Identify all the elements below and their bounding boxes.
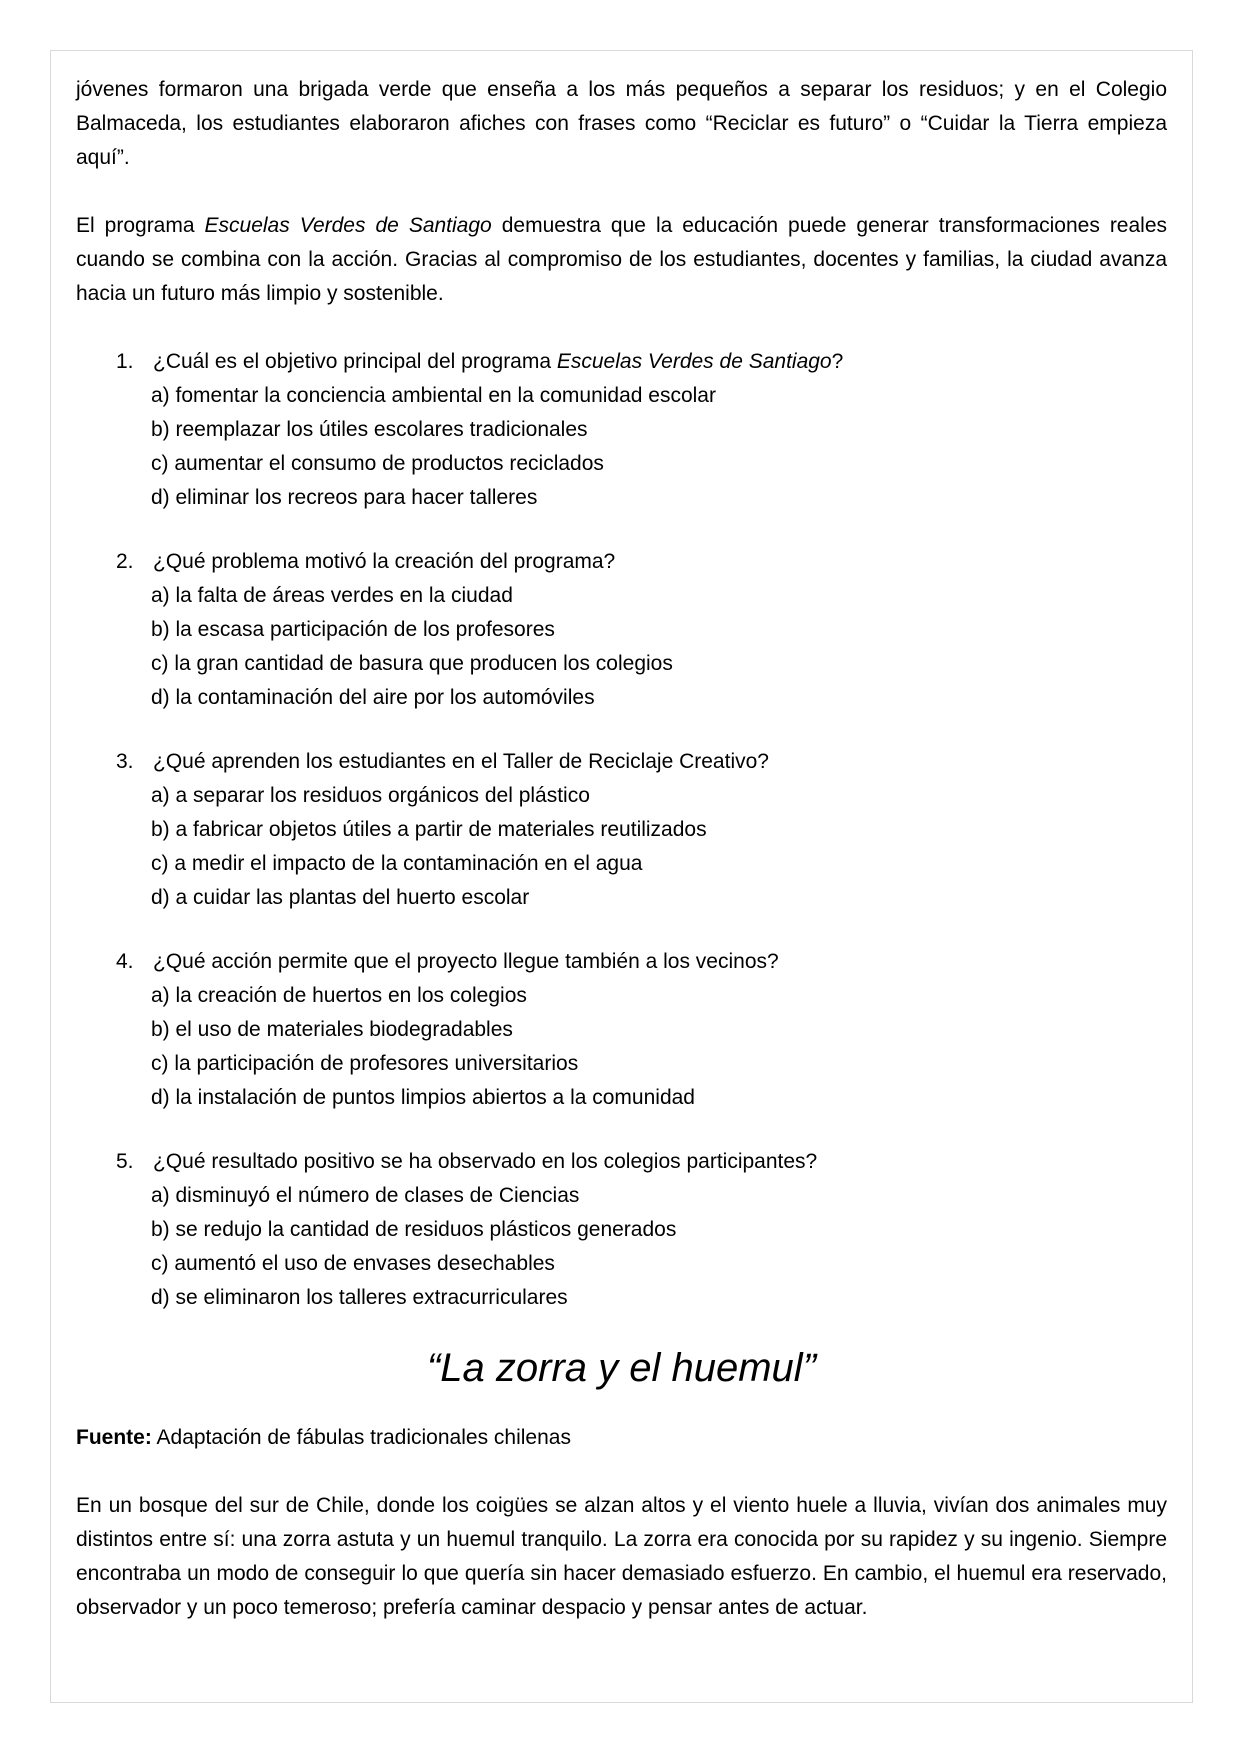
question-3-option-b: b) a fabricar objetos útiles a partir de materiales reutilizados	[151, 818, 707, 841]
question-2-options	[151, 579, 1167, 715]
question-5-text	[153, 1150, 817, 1173]
question-4-option-a: a) la creación de huertos en los colegios	[151, 984, 527, 1007]
question-1	[76, 345, 1167, 515]
question-4-line	[76, 945, 1167, 979]
question-2-option-d: d) la contaminación del aire por los automóviles	[151, 686, 595, 709]
question-4-option-c: c) la participación de profesores universitarios	[151, 1052, 579, 1075]
story-title: “La zorra y el huemul”	[426, 1346, 817, 1390]
question-3-number: 3.	[116, 750, 134, 773]
question-3-option-c: c) a medir el impacto de la contaminación en el agua	[151, 852, 643, 875]
program-summary-text-post: demuestra que la educación puede generar transformaciones reales cuando se combina con la acción. Gracias al compromiso de los estudiantes, docentes y familias, la ciudad avanza hacia un futuro más limpio y sostenible.	[76, 214, 1168, 305]
question-3-option-a: a) a separar los residuos orgánicos del plástico	[151, 784, 590, 807]
question-3-text-pre: ¿Qué aprenden los estudiantes en el Taller de Reciclaje Creativo?	[153, 750, 769, 773]
source-text: Adaptación de fábulas tradicionales chilenas	[151, 1426, 571, 1449]
question-4-option-d: d) la instalación de puntos limpios abiertos a la comunidad	[151, 1086, 695, 1109]
question-5-number: 5.	[116, 1150, 134, 1173]
question-1-text-post: ?	[831, 350, 844, 373]
question-3-option-d: d) a cuidar las plantas del huerto escolar	[151, 886, 530, 909]
question-4-text	[153, 950, 779, 973]
question-1-options	[151, 379, 1167, 515]
question-1-text-pre: ¿Cuál es el objetivo principal del programa	[153, 350, 557, 373]
question-5-option-d: d) se eliminaron los talleres extracurriculares	[151, 1286, 568, 1309]
question-4	[76, 945, 1167, 1115]
source-label: Fuente:	[76, 1426, 152, 1449]
source-line	[76, 1421, 1167, 1455]
question-2-option-b: b) la escasa participación de los profesores	[151, 618, 555, 641]
question-5-option-b: b) se redujo la cantidad de residuos plásticos generados	[151, 1218, 677, 1241]
question-5-option-a: a) disminuyó el número de clases de Ciencias	[151, 1184, 580, 1207]
question-5	[76, 1145, 1167, 1315]
question-1-text-italic: Escuelas Verdes de Santiago	[556, 350, 832, 373]
question-1-option-a: a) fomentar la conciencia ambiental en la comunidad escolar	[151, 384, 716, 407]
question-3-line	[76, 745, 1167, 779]
question-1-option-d: d) eliminar los recreos para hacer talleres	[151, 486, 538, 509]
question-3	[76, 745, 1167, 915]
question-2-option-c: c) la gran cantidad de basura que producen los colegios	[151, 652, 673, 675]
story-paragraph: En un bosque del sur de Chile, donde los coigües se alzan altos y el viento huele a lluvia, vivían dos animales muy distintos entre sí: una zorra astuta y un huemul tranquilo. La zorra era conocida por su rapidez y su ingenio. Siempre encontraba un modo de conseguir lo que quería sin hacer demasiado esfuerzo. En cambio, el huemul era reservado, observador y un poco temeroso; prefería caminar despacio y pensar antes de actuar.	[76, 1494, 1167, 1619]
question-1-line	[76, 345, 1167, 379]
program-summary-text-pre: El programa	[76, 214, 205, 237]
question-4-number: 4.	[116, 950, 134, 973]
question-1-option-b: b) reemplazar los útiles escolares tradicionales	[151, 418, 588, 441]
question-2	[76, 545, 1167, 715]
intro-continuation-paragraph: jóvenes formaron una brigada verde que enseña a los más pequeños a separar los residuos; y en el Colegio Balmaceda, los estudiantes elaboraron afiches con frases como “Reciclar es futuro” o “Cuidar la Tierra empieza aquí”.	[76, 78, 1167, 169]
question-5-options	[151, 1179, 1167, 1315]
document-page	[50, 50, 1193, 1703]
question-1-text	[153, 350, 843, 373]
question-2-text	[153, 550, 615, 573]
question-4-options	[151, 979, 1167, 1115]
question-1-option-c: c) aumentar el consumo de productos reciclados	[151, 452, 604, 475]
question-3-text	[153, 750, 769, 773]
program-name-italic: Escuelas Verdes de Santiago	[204, 214, 492, 237]
question-5-text-pre: ¿Qué resultado positivo se ha observado en los colegios participantes?	[153, 1150, 818, 1173]
question-1-number: 1.	[116, 350, 134, 373]
question-4-option-b: b) el uso de materiales biodegradables	[151, 1018, 513, 1041]
question-2-option-a: a) la falta de áreas verdes en la ciudad	[151, 584, 513, 607]
question-2-number: 2.	[116, 550, 134, 573]
question-2-text-pre: ¿Qué problema motivó la creación del programa?	[153, 550, 616, 573]
question-2-line	[76, 545, 1167, 579]
question-3-options	[151, 779, 1167, 915]
question-5-line	[76, 1145, 1167, 1179]
question-4-text-pre: ¿Qué acción permite que el proyecto llegue también a los vecinos?	[153, 950, 779, 973]
program-summary-paragraph	[76, 209, 1167, 311]
question-5-option-c: c) aumentó el uso de envases desechables	[151, 1252, 555, 1275]
